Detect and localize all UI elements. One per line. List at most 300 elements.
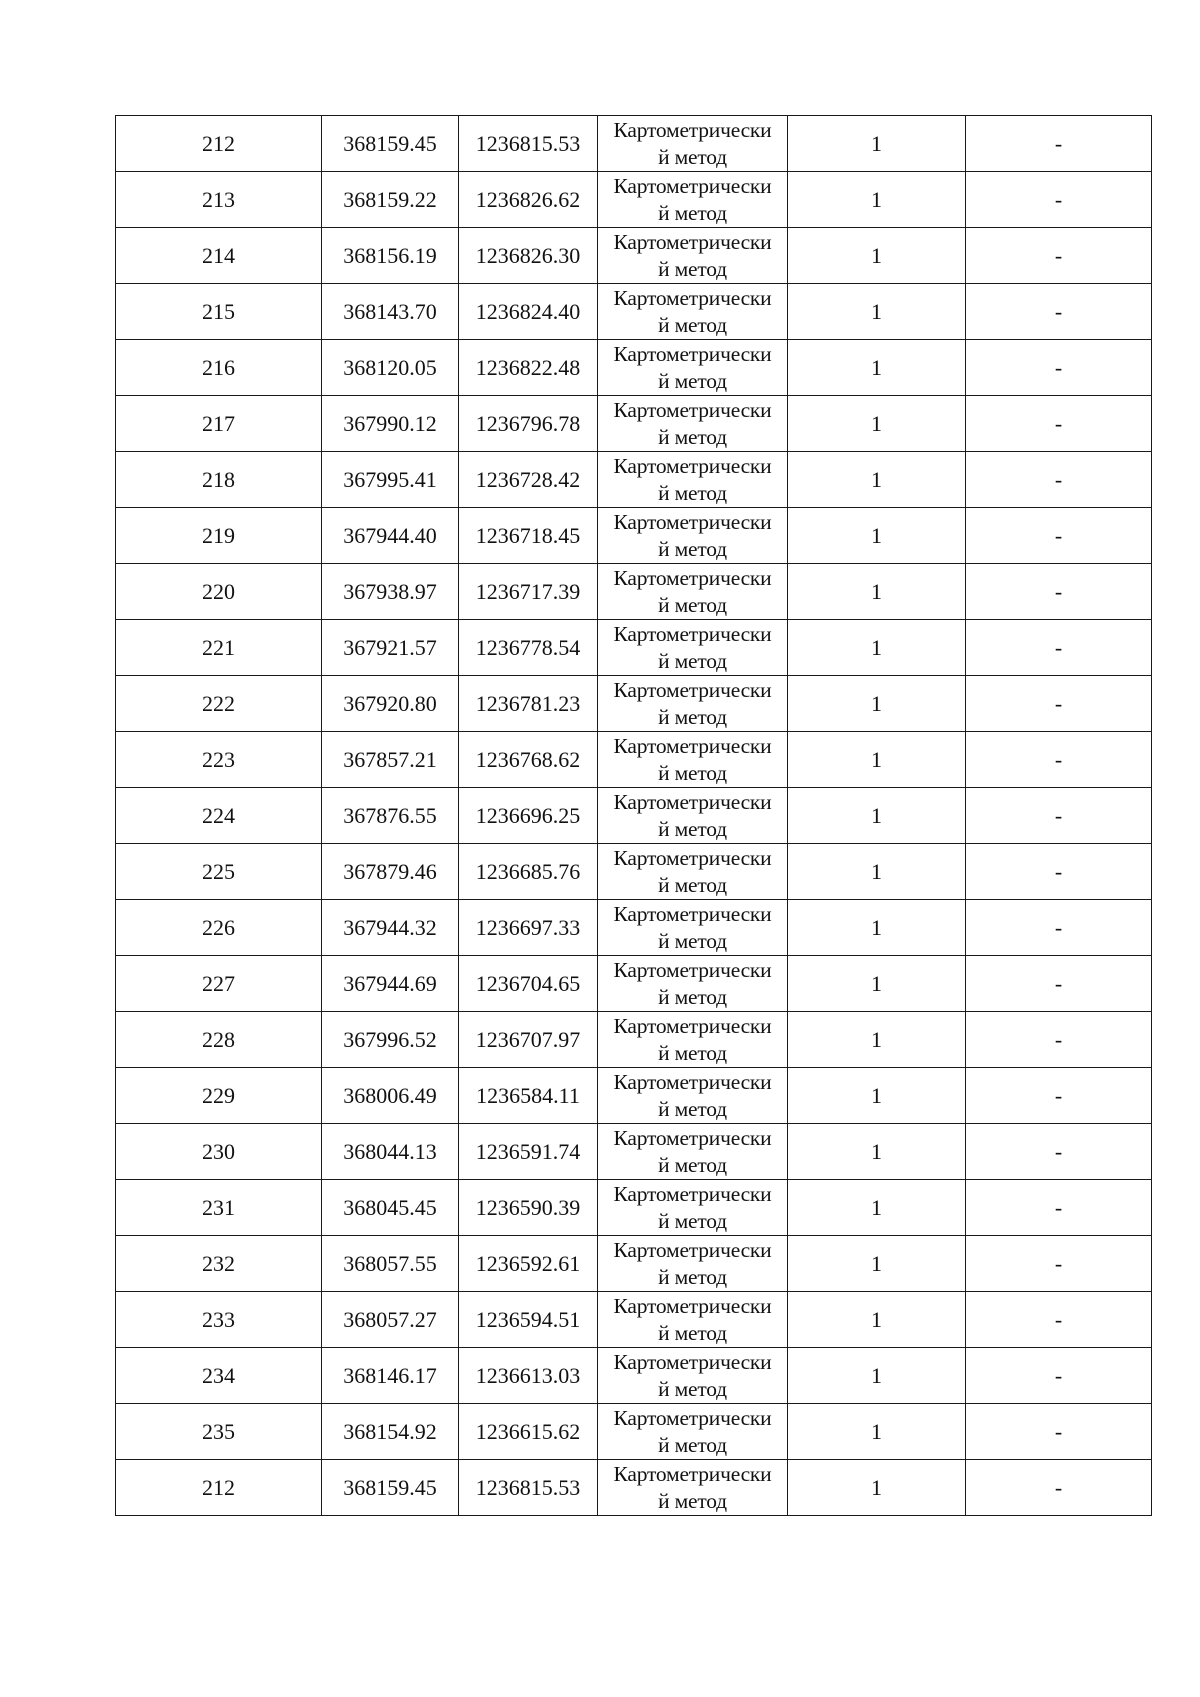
point-number-cell-text: 220 <box>202 578 235 604</box>
method-cell-text: Картометрически й метод <box>613 1294 772 1345</box>
accuracy-cell-text: 1 <box>871 1082 882 1108</box>
point-number-cell <box>116 1012 322 1068</box>
accuracy-cell-text: 1 <box>871 130 882 156</box>
method-cell-text: Картометрически й метод <box>613 1350 772 1401</box>
point-number-cell-text: 212 <box>202 130 235 156</box>
method-cell-text: Картометрически й метод <box>613 118 772 169</box>
x-coordinate-cell-text: 368156.19 <box>343 242 437 268</box>
note-cell-text: - <box>1054 466 1063 492</box>
point-number-cell <box>116 1124 322 1180</box>
note-cell <box>966 1348 1152 1404</box>
x-coordinate-cell-text: 367938.97 <box>343 578 437 604</box>
accuracy-cell-text: 1 <box>871 242 882 268</box>
note-cell <box>966 396 1152 452</box>
point-number-cell-text: 212 <box>202 1474 235 1500</box>
accuracy-cell-text: 1 <box>871 1306 882 1332</box>
x-coordinate-cell-text: 368006.49 <box>343 1082 437 1108</box>
y-coordinate-cell <box>459 788 598 844</box>
point-number-cell-text: 221 <box>202 634 235 660</box>
method-cell <box>598 228 788 284</box>
table-row <box>116 1012 1152 1068</box>
point-number-cell <box>116 1292 322 1348</box>
y-coordinate-cell-text: 1236826.62 <box>475 186 581 212</box>
method-cell-text: Картометрически й метод <box>613 678 772 729</box>
table-row <box>116 1460 1152 1516</box>
x-coordinate-cell-text: 367995.41 <box>343 466 437 492</box>
point-number-cell-text: 214 <box>202 242 235 268</box>
note-cell <box>966 1180 1152 1236</box>
method-cell <box>598 1236 788 1292</box>
x-coordinate-cell <box>322 1180 459 1236</box>
x-coordinate-cell <box>322 1348 459 1404</box>
accuracy-cell <box>788 452 966 508</box>
method-cell-text: Картометрически й метод <box>613 510 772 561</box>
y-coordinate-cell-text: 1236696.25 <box>475 802 581 828</box>
method-cell-text: Картометрически й метод <box>613 1126 772 1177</box>
note-cell-text: - <box>1054 690 1063 716</box>
method-cell <box>598 1460 788 1516</box>
point-number-cell <box>116 1460 322 1516</box>
method-cell <box>598 732 788 788</box>
accuracy-cell <box>788 1068 966 1124</box>
note-cell-text: - <box>1054 858 1063 884</box>
x-coordinate-cell-text: 368143.70 <box>343 298 437 324</box>
accuracy-cell-text: 1 <box>871 354 882 380</box>
accuracy-cell-text: 1 <box>871 1026 882 1052</box>
y-coordinate-cell <box>459 396 598 452</box>
method-cell-text: Картометрически й метод <box>613 1406 772 1457</box>
accuracy-cell <box>788 116 966 172</box>
table-row <box>116 228 1152 284</box>
x-coordinate-cell <box>322 676 459 732</box>
point-number-cell-text: 228 <box>202 1026 235 1052</box>
x-coordinate-cell <box>322 116 459 172</box>
y-coordinate-cell-text: 1236815.53 <box>475 130 581 156</box>
x-coordinate-cell-text: 367990.12 <box>343 410 437 436</box>
method-cell-text: Картометрически й метод <box>613 790 772 841</box>
accuracy-cell <box>788 172 966 228</box>
point-number-cell <box>116 172 322 228</box>
method-cell <box>598 1292 788 1348</box>
x-coordinate-cell-text: 368044.13 <box>343 1138 437 1164</box>
point-number-cell <box>116 956 322 1012</box>
y-coordinate-cell <box>459 732 598 788</box>
y-coordinate-cell <box>459 1460 598 1516</box>
note-cell-text: - <box>1054 1418 1063 1444</box>
note-cell-text: - <box>1054 1250 1063 1276</box>
x-coordinate-cell-text: 367996.52 <box>343 1026 437 1052</box>
accuracy-cell <box>788 1180 966 1236</box>
point-number-cell <box>116 844 322 900</box>
method-cell-text: Картометрически й метод <box>613 958 772 1009</box>
accuracy-cell-text: 1 <box>871 1250 882 1276</box>
note-cell <box>966 172 1152 228</box>
point-number-cell <box>116 1236 322 1292</box>
x-coordinate-cell-text: 367920.80 <box>343 690 437 716</box>
accuracy-cell-text: 1 <box>871 1474 882 1500</box>
y-coordinate-cell-text: 1236815.53 <box>475 1474 581 1500</box>
note-cell <box>966 1460 1152 1516</box>
table-row <box>116 1404 1152 1460</box>
point-number-cell-text: 231 <box>202 1194 235 1220</box>
note-cell-text: - <box>1054 1306 1063 1332</box>
accuracy-cell-text: 1 <box>871 578 882 604</box>
point-number-cell <box>116 1348 322 1404</box>
note-cell-text: - <box>1054 914 1063 940</box>
x-coordinate-cell-text: 368154.92 <box>343 1418 437 1444</box>
y-coordinate-cell-text: 1236707.97 <box>475 1026 581 1052</box>
point-number-cell-text: 227 <box>202 970 235 996</box>
x-coordinate-cell-text: 368057.55 <box>343 1250 437 1276</box>
y-coordinate-cell-text: 1236594.51 <box>475 1306 581 1332</box>
accuracy-cell-text: 1 <box>871 690 882 716</box>
x-coordinate-cell-text: 367879.46 <box>343 858 437 884</box>
method-cell-text: Картометрически й метод <box>613 566 772 617</box>
note-cell-text: - <box>1054 1026 1063 1052</box>
note-cell-text: - <box>1054 242 1063 268</box>
point-number-cell-text: 224 <box>202 802 235 828</box>
point-number-cell-text: 213 <box>202 186 235 212</box>
y-coordinate-cell <box>459 452 598 508</box>
method-cell <box>598 116 788 172</box>
x-coordinate-cell <box>322 564 459 620</box>
x-coordinate-cell <box>322 228 459 284</box>
method-cell-text: Картометрически й метод <box>613 342 772 393</box>
y-coordinate-cell-text: 1236613.03 <box>475 1362 581 1388</box>
point-number-cell <box>116 564 322 620</box>
point-number-cell-text: 233 <box>202 1306 235 1332</box>
y-coordinate-cell-text: 1236704.65 <box>475 970 581 996</box>
point-number-cell-text: 229 <box>202 1082 235 1108</box>
table-row <box>116 396 1152 452</box>
note-cell <box>966 1012 1152 1068</box>
method-cell <box>598 452 788 508</box>
method-cell-text: Картометрически й метод <box>613 622 772 673</box>
y-coordinate-cell <box>459 564 598 620</box>
point-number-cell-text: 218 <box>202 466 235 492</box>
accuracy-cell-text: 1 <box>871 634 882 660</box>
point-number-cell-text: 217 <box>202 410 235 436</box>
point-number-cell <box>116 1404 322 1460</box>
point-number-cell-text: 219 <box>202 522 235 548</box>
x-coordinate-cell <box>322 396 459 452</box>
accuracy-cell <box>788 620 966 676</box>
accuracy-cell-text: 1 <box>871 410 882 436</box>
y-coordinate-cell-text: 1236590.39 <box>475 1194 581 1220</box>
table-row <box>116 1236 1152 1292</box>
y-coordinate-cell <box>459 956 598 1012</box>
method-cell <box>598 396 788 452</box>
accuracy-cell <box>788 228 966 284</box>
x-coordinate-cell <box>322 956 459 1012</box>
note-cell-text: - <box>1054 1082 1063 1108</box>
x-coordinate-cell-text: 368159.45 <box>343 1474 437 1500</box>
x-coordinate-cell-text: 368120.05 <box>343 354 437 380</box>
method-cell <box>598 1348 788 1404</box>
method-cell-text: Картометрически й метод <box>613 398 772 449</box>
accuracy-cell <box>788 900 966 956</box>
method-cell-text: Картометрически й метод <box>613 230 772 281</box>
method-cell <box>598 1404 788 1460</box>
method-cell <box>598 1012 788 1068</box>
point-number-cell <box>116 1068 322 1124</box>
accuracy-cell-text: 1 <box>871 1194 882 1220</box>
y-coordinate-cell-text: 1236584.11 <box>476 1082 580 1108</box>
method-cell-text: Картометрически й метод <box>613 846 772 897</box>
method-cell-text: Картометрически й метод <box>613 1462 772 1513</box>
method-cell <box>598 284 788 340</box>
accuracy-cell <box>788 788 966 844</box>
accuracy-cell <box>788 1012 966 1068</box>
accuracy-cell <box>788 844 966 900</box>
note-cell-text: - <box>1054 1474 1063 1500</box>
y-coordinate-cell-text: 1236824.40 <box>475 298 581 324</box>
accuracy-cell <box>788 564 966 620</box>
point-number-cell-text: 235 <box>202 1418 235 1444</box>
x-coordinate-cell <box>322 1124 459 1180</box>
method-cell-text: Картометрически й метод <box>613 454 772 505</box>
accuracy-cell <box>788 676 966 732</box>
x-coordinate-cell <box>322 452 459 508</box>
y-coordinate-cell <box>459 1012 598 1068</box>
note-cell <box>966 620 1152 676</box>
method-cell-text: Картометрически й метод <box>613 286 772 337</box>
note-cell-text: - <box>1054 410 1063 436</box>
x-coordinate-cell <box>322 1404 459 1460</box>
accuracy-cell-text: 1 <box>871 914 882 940</box>
y-coordinate-cell <box>459 340 598 396</box>
table-row <box>116 452 1152 508</box>
point-number-cell <box>116 284 322 340</box>
point-number-cell <box>116 788 322 844</box>
coordinates-table <box>115 115 1152 1516</box>
point-number-cell <box>116 396 322 452</box>
accuracy-cell <box>788 956 966 1012</box>
table-row <box>116 1124 1152 1180</box>
x-coordinate-cell <box>322 1292 459 1348</box>
accuracy-cell <box>788 1348 966 1404</box>
x-coordinate-cell <box>322 1068 459 1124</box>
y-coordinate-cell <box>459 1404 598 1460</box>
table-row <box>116 956 1152 1012</box>
accuracy-cell <box>788 1404 966 1460</box>
x-coordinate-cell <box>322 788 459 844</box>
table-row <box>116 1292 1152 1348</box>
method-cell <box>598 844 788 900</box>
point-number-cell-text: 222 <box>202 690 235 716</box>
y-coordinate-cell <box>459 1348 598 1404</box>
y-coordinate-cell-text: 1236796.78 <box>475 410 581 436</box>
x-coordinate-cell <box>322 1460 459 1516</box>
y-coordinate-cell-text: 1236718.45 <box>475 522 581 548</box>
accuracy-cell-text: 1 <box>871 466 882 492</box>
method-cell <box>598 508 788 564</box>
method-cell <box>598 676 788 732</box>
table-row <box>116 788 1152 844</box>
y-coordinate-cell <box>459 900 598 956</box>
y-coordinate-cell-text: 1236615.62 <box>475 1418 581 1444</box>
table-row <box>116 172 1152 228</box>
table-row <box>116 564 1152 620</box>
accuracy-cell <box>788 1124 966 1180</box>
x-coordinate-cell <box>322 620 459 676</box>
note-cell-text: - <box>1054 802 1063 828</box>
y-coordinate-cell <box>459 172 598 228</box>
note-cell <box>966 1404 1152 1460</box>
x-coordinate-cell-text: 368057.27 <box>343 1306 437 1332</box>
x-coordinate-cell <box>322 1012 459 1068</box>
note-cell <box>966 844 1152 900</box>
accuracy-cell <box>788 508 966 564</box>
y-coordinate-cell-text: 1236591.74 <box>475 1138 581 1164</box>
y-coordinate-cell-text: 1236778.54 <box>475 634 581 660</box>
table-row <box>116 844 1152 900</box>
x-coordinate-cell-text: 368146.17 <box>343 1362 437 1388</box>
accuracy-cell <box>788 340 966 396</box>
note-cell-text: - <box>1054 746 1063 772</box>
method-cell <box>598 564 788 620</box>
table-row <box>116 1180 1152 1236</box>
point-number-cell-text: 234 <box>202 1362 235 1388</box>
method-cell <box>598 1124 788 1180</box>
method-cell-text: Картометрически й метод <box>613 1238 772 1289</box>
method-cell-text: Картометрически й метод <box>613 1070 772 1121</box>
y-coordinate-cell-text: 1236822.48 <box>475 354 581 380</box>
y-coordinate-cell-text: 1236685.76 <box>475 858 581 884</box>
table-row <box>116 620 1152 676</box>
point-number-cell-text: 230 <box>202 1138 235 1164</box>
y-coordinate-cell-text: 1236717.39 <box>475 578 581 604</box>
point-number-cell-text: 223 <box>202 746 235 772</box>
y-coordinate-cell-text: 1236781.23 <box>475 690 581 716</box>
method-cell <box>598 340 788 396</box>
y-coordinate-cell <box>459 1180 598 1236</box>
point-number-cell <box>116 228 322 284</box>
accuracy-cell-text: 1 <box>871 298 882 324</box>
y-coordinate-cell <box>459 620 598 676</box>
method-cell <box>598 956 788 1012</box>
note-cell <box>966 228 1152 284</box>
y-coordinate-cell-text: 1236728.42 <box>475 466 581 492</box>
x-coordinate-cell <box>322 1236 459 1292</box>
point-number-cell-text: 226 <box>202 914 235 940</box>
x-coordinate-cell-text: 367857.21 <box>343 746 437 772</box>
point-number-cell-text: 225 <box>202 858 235 884</box>
note-cell <box>966 732 1152 788</box>
method-cell-text: Картометрически й метод <box>613 734 772 785</box>
note-cell <box>966 508 1152 564</box>
y-coordinate-cell-text: 1236592.61 <box>475 1250 581 1276</box>
table-row <box>116 116 1152 172</box>
point-number-cell <box>116 116 322 172</box>
point-number-cell <box>116 900 322 956</box>
accuracy-cell-text: 1 <box>871 1418 882 1444</box>
x-coordinate-cell-text: 367944.32 <box>343 914 437 940</box>
note-cell-text: - <box>1054 1138 1063 1164</box>
accuracy-cell-text: 1 <box>871 970 882 996</box>
accuracy-cell-text: 1 <box>871 858 882 884</box>
x-coordinate-cell-text: 368159.45 <box>343 130 437 156</box>
y-coordinate-cell <box>459 1124 598 1180</box>
coordinates-table-body <box>116 116 1152 1516</box>
y-coordinate-cell <box>459 116 598 172</box>
y-coordinate-cell-text: 1236768.62 <box>475 746 581 772</box>
point-number-cell <box>116 508 322 564</box>
y-coordinate-cell <box>459 284 598 340</box>
note-cell-text: - <box>1054 634 1063 660</box>
accuracy-cell <box>788 1292 966 1348</box>
x-coordinate-cell <box>322 508 459 564</box>
point-number-cell-text: 215 <box>202 298 235 324</box>
note-cell <box>966 284 1152 340</box>
table-row <box>116 284 1152 340</box>
y-coordinate-cell <box>459 508 598 564</box>
table-row <box>116 508 1152 564</box>
note-cell <box>966 676 1152 732</box>
point-number-cell <box>116 676 322 732</box>
y-coordinate-cell <box>459 676 598 732</box>
table-row <box>116 1068 1152 1124</box>
method-cell-text: Картометрически й метод <box>613 1014 772 1065</box>
y-coordinate-cell <box>459 1236 598 1292</box>
note-cell-text: - <box>1054 298 1063 324</box>
accuracy-cell-text: 1 <box>871 746 882 772</box>
method-cell <box>598 172 788 228</box>
accuracy-cell-text: 1 <box>871 1362 882 1388</box>
x-coordinate-cell-text: 368045.45 <box>343 1194 437 1220</box>
point-number-cell-text: 232 <box>202 1250 235 1276</box>
accuracy-cell <box>788 396 966 452</box>
y-coordinate-cell <box>459 1068 598 1124</box>
y-coordinate-cell <box>459 844 598 900</box>
table-row <box>116 340 1152 396</box>
note-cell <box>966 116 1152 172</box>
method-cell-text: Картометрически й метод <box>613 902 772 953</box>
point-number-cell-text: 216 <box>202 354 235 380</box>
note-cell-text: - <box>1054 578 1063 604</box>
x-coordinate-cell-text: 368159.22 <box>343 186 437 212</box>
accuracy-cell-text: 1 <box>871 1138 882 1164</box>
y-coordinate-cell <box>459 228 598 284</box>
note-cell <box>966 1236 1152 1292</box>
note-cell-text: - <box>1054 970 1063 996</box>
y-coordinate-cell-text: 1236826.30 <box>475 242 581 268</box>
point-number-cell <box>116 452 322 508</box>
note-cell-text: - <box>1054 130 1063 156</box>
note-cell-text: - <box>1054 522 1063 548</box>
accuracy-cell-text: 1 <box>871 802 882 828</box>
x-coordinate-cell <box>322 844 459 900</box>
x-coordinate-cell <box>322 732 459 788</box>
accuracy-cell-text: 1 <box>871 186 882 212</box>
note-cell <box>966 1292 1152 1348</box>
table-row <box>116 900 1152 956</box>
method-cell <box>598 1068 788 1124</box>
accuracy-cell <box>788 1460 966 1516</box>
accuracy-cell-text: 1 <box>871 522 882 548</box>
x-coordinate-cell-text: 367876.55 <box>343 802 437 828</box>
method-cell-text: Картометрически й метод <box>613 1182 772 1233</box>
method-cell-text: Картометрически й метод <box>613 174 772 225</box>
note-cell <box>966 956 1152 1012</box>
note-cell-text: - <box>1054 186 1063 212</box>
note-cell <box>966 340 1152 396</box>
x-coordinate-cell <box>322 284 459 340</box>
y-coordinate-cell <box>459 1292 598 1348</box>
note-cell-text: - <box>1054 1194 1063 1220</box>
x-coordinate-cell <box>322 900 459 956</box>
note-cell-text: - <box>1054 1362 1063 1388</box>
